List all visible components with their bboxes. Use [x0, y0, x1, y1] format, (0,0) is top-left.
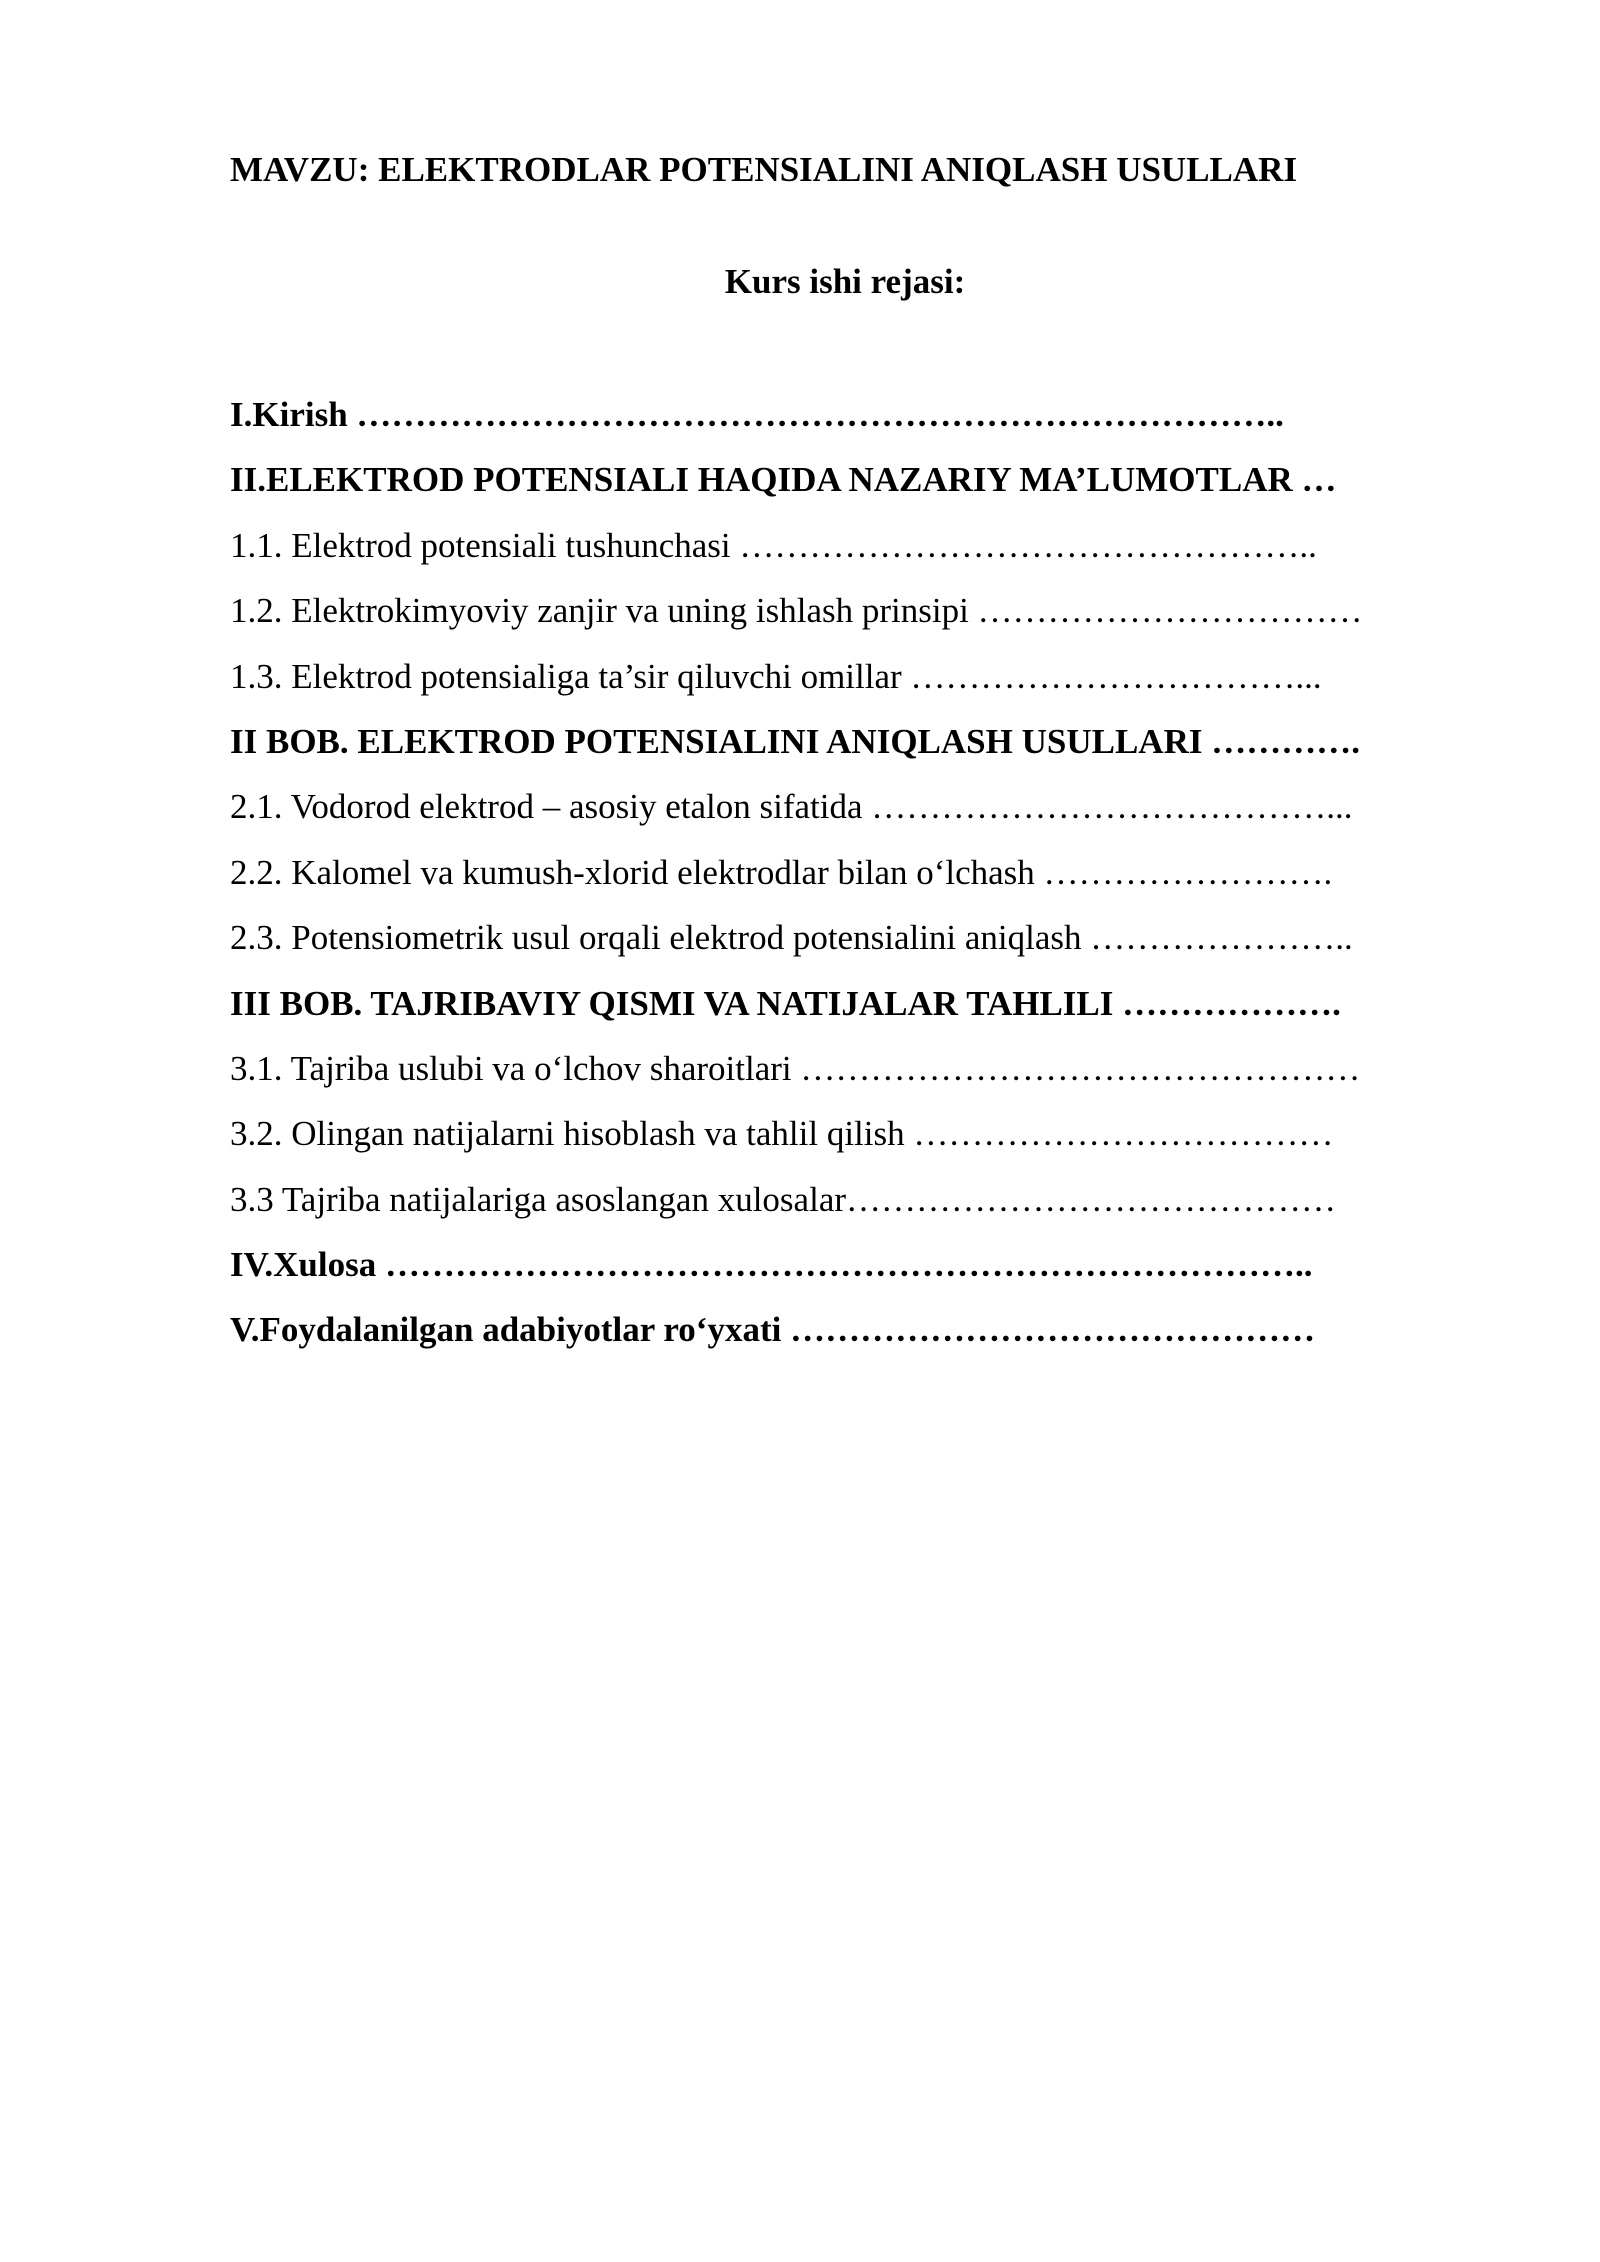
toc-entry: II.ELEKTROD POTENSIALI HAQIDA NAZARIY MA’LUMOTLAR … [230, 460, 1337, 500]
document-subtitle: Kurs ishi rejasi: [724, 262, 966, 301]
toc-entry: II BOB. ELEKTROD POTENSIALINI ANIQLASH USULLARI …………. [230, 721, 1360, 761]
toc-entry: 3.3 Tajriba natijalariga asoslangan xulosalar…………………………………… [230, 1179, 1337, 1219]
document-title: MAVZU: ELEKTRODLAR POTENSIALINI ANIQLASH USULLARI [230, 150, 1298, 189]
toc-entry: 3.1. Tajriba uslubi va o‘lchov sharoitlari ………………………………………… [230, 1048, 1361, 1088]
toc-entry: 3.2. Olingan natijalarni hisoblash va tahlil qilish ……………………………… [230, 1114, 1334, 1154]
toc-entry: IV.Xulosa …………………………………………………………………….. [230, 1245, 1313, 1285]
toc-entry: 1.3. Elektrod potensialiga ta’sir qiluvchi omillar ……………………………... [230, 656, 1322, 696]
toc-entry: 2.3. Potensiometrik usul orqali elektrod potensialini aniqlash ………………….. [230, 918, 1353, 958]
toc-entry: V.Foydalanilgan adabiyotlar ro‘yxati ……………………………………… [230, 1310, 1316, 1350]
toc-entry: 2.2. Kalomel va kumush-xlorid elektrodlar bilan o‘lchash ……………………. [230, 852, 1333, 892]
toc-entry: 1.2. Elektrokimyoviy zanjir va uning ishlash prinsipi …………………………… [230, 591, 1363, 631]
toc-entry: I.Kirish …………………………………………………………………….. [230, 395, 1284, 434]
toc-entry: 2.1. Vodorod elektrod – asosiy etalon sifatida …………………………………... [230, 787, 1353, 827]
toc-entry: III BOB. TAJRIBAVIY QISMI VA NATIJALAR TAHLILI ………………. [230, 983, 1341, 1023]
toc-entry: 1.1. Elektrod potensiali tushunchasi ………………………………………….. [230, 525, 1317, 565]
table-of-contents [230, 390, 1470, 1371]
